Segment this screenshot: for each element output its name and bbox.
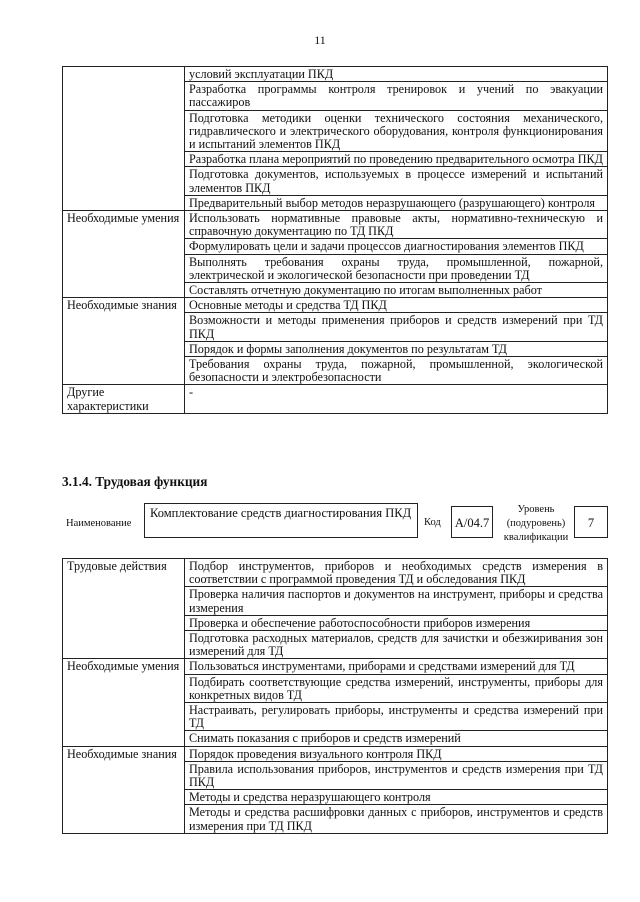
category-cell: Трудовые действия (63, 559, 185, 659)
requirement-cell: Настраивать, регулировать приборы, инструменты и средства измерений при ТД (185, 703, 608, 731)
requirement-cell: Подготовка документов, используемых в процессе измерений и испытаний элементов ПКД (185, 167, 608, 195)
category-cell: Необходимые умения (63, 211, 185, 298)
requirement-cell: Порядок проведения визуального контроля ПКД (185, 746, 608, 761)
table-row (63, 659, 608, 674)
table-row (63, 298, 608, 313)
table-row (63, 211, 608, 239)
code-label: Код (424, 517, 441, 528)
requirement-cell: Правила использования приборов, инструментов и средств измерения при ТД ПКД (185, 761, 608, 789)
category-cell: Другие характеристики (63, 385, 185, 413)
category-cell: Необходимые умения (63, 659, 185, 746)
page-number: 11 (314, 33, 326, 47)
qualification-level-label: Уровень (подуровень) квалификации (503, 504, 569, 543)
requirement-cell: Порядок и формы заполнения документов по результатам ТД (185, 341, 608, 356)
requirement-cell: Предварительный выбор методов неразрушающего (разрушающего) контроля (185, 195, 608, 210)
requirement-cell: Подготовка расходных материалов, средств для зачистки и обезжиривания зон измерений для ТД (185, 631, 608, 659)
requirement-cell: Основные методы и средства ТД ПКД (185, 298, 608, 313)
requirement-cell: Методы и средства расшифровки данных с приборов, инструментов и средств измерения при ТД ПКД (185, 805, 608, 833)
requirement-cell: Разработка программы контроля тренировок и учений по эвакуации пассажиров (185, 82, 608, 110)
requirement-cell: Выполнять требования охраны труда, промышленной, пожарной, электрической и экологической безопасности при проведении ТД (185, 254, 608, 282)
requirement-cell: Разработка плана мероприятий по проведению предварительного осмотра ПКД (185, 152, 608, 167)
table-row (63, 385, 608, 413)
category-cell: Необходимые знания (63, 746, 185, 833)
requirement-cell: Проверка наличия паспортов и документов на инструмент, приборы и средства измерения (185, 587, 608, 615)
table-row (63, 746, 608, 761)
requirement-cell: Возможности и методы применения приборов и средств измерений при ТД ПКД (185, 313, 608, 341)
requirement-cell: условий эксплуатации ПКД (185, 67, 608, 82)
requirement-cell: Методы и средства неразрушающего контроля (185, 790, 608, 805)
requirement-cell: Проверка и обеспечение работоспособности приборов измерения (185, 615, 608, 630)
name-label: Наименование (66, 518, 132, 529)
category-cell (63, 67, 185, 211)
category-cell: Необходимые знания (63, 298, 185, 385)
requirement-cell: Подбор инструментов, приборов и необходимых средств измерения в соответствии с программой проведения ТД и обследования ПКД (185, 559, 608, 587)
requirement-cell: Пользоваться инструментами, приборами и средствами измерений для ТД (185, 659, 608, 674)
requirement-cell: Составлять отчетную документацию по итогам выполненных работ (185, 283, 608, 298)
requirement-cell: Подбирать соответствующие средства измерений, инструменты, приборы для конкретных видов ТД (185, 674, 608, 702)
table-row (63, 559, 608, 587)
table-row (63, 67, 608, 82)
code-value-box: A/04.7 (451, 506, 493, 538)
requirement-cell: Требования охраны труда, пожарной, промышленной, экологической безопасности и электробезопасности (185, 357, 608, 385)
requirement-cell: Снимать показания с приборов и средств измерений (185, 731, 608, 746)
section-heading: 3.1.4. Трудовая функция (62, 474, 208, 489)
requirement-cell: - (185, 385, 608, 413)
requirement-cell: Использовать нормативные правовые акты, нормативно-техническую и справочную документацию по ТД ПКД (185, 211, 608, 239)
qualification-level-box: 7 (574, 506, 608, 538)
requirements-table-top (62, 66, 608, 414)
requirement-cell: Формулировать цели и задачи процессов диагностирования элементов ПКД (185, 239, 608, 254)
function-header (62, 503, 608, 543)
requirements-table-bottom (62, 558, 608, 834)
function-name-box: Комплектование средств диагностирования ПКД (144, 503, 418, 538)
requirement-cell: Подготовка методики оценки технического состояния механического, гидравлического и электрического оборудования, контроля функционирования и испытаний элементов ПКД (185, 110, 608, 152)
